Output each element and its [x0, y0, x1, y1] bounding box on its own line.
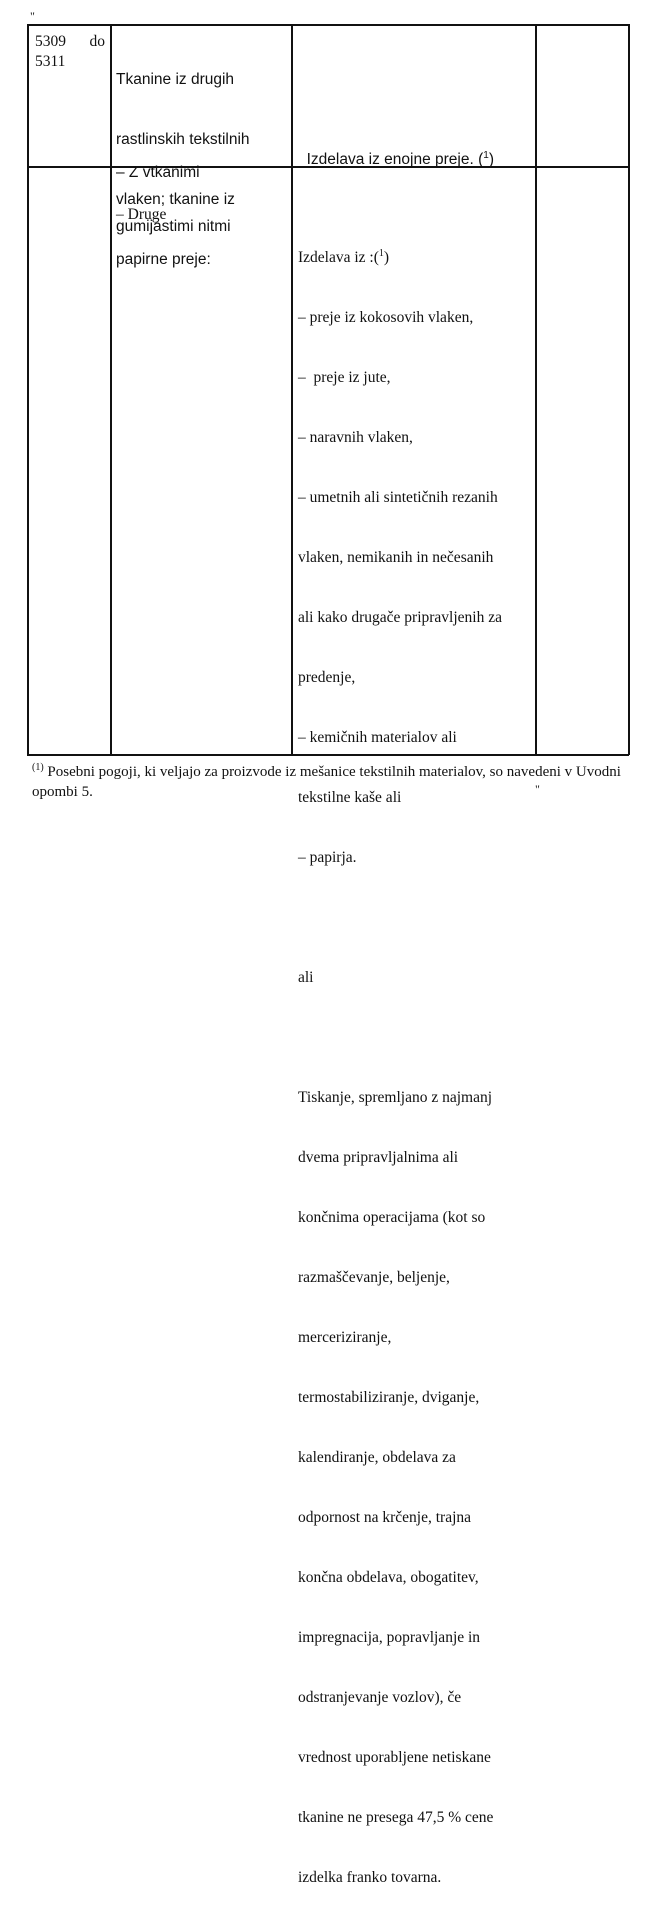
footnote-ref: 1: [378, 248, 384, 259]
column-line-3: [291, 24, 293, 755]
alt-line: končnima operacijama (kot so: [298, 1209, 486, 1227]
rule-blank: [298, 908, 502, 928]
column-line-2: [110, 24, 112, 755]
alt-line: kalendiranje, obdelava za: [298, 1449, 456, 1467]
rule-heading-text: Izdelava iz :(: [298, 249, 379, 267]
tariff-code: [35, 32, 105, 72]
open-quote-mark: ": [30, 9, 35, 23]
desc-line: rastlinskih tekstilnih: [116, 131, 250, 148]
footnote-ref: 1: [483, 150, 489, 161]
footnote: [32, 758, 632, 802]
row2-description: – Druge: [116, 206, 167, 223]
desc-line: gumijastimi nitmi: [116, 218, 231, 235]
alt-line: dvema pripravljalnima ali: [298, 1149, 459, 1167]
alt-line: merceriziranje,: [298, 1329, 392, 1347]
column-line-5: [628, 24, 630, 755]
code-to: 5311: [35, 53, 66, 70]
rule-line: – kemičnih materialov ali: [298, 729, 457, 747]
alt-line: tkanine ne presega 47,5 % cene: [298, 1809, 494, 1827]
rule-line: – naravnih vlaken,: [298, 429, 413, 447]
rule-line: ali kako drugače pripravljenih za: [298, 609, 502, 627]
rule-line: tekstilne kaše ali: [298, 789, 402, 807]
alt-line: odpornost na krčenje, trajna: [298, 1509, 472, 1527]
rule-text: Izdelava iz enojne preje. (: [306, 151, 484, 169]
rule-line: vlaken, nemikanih in nečesanih: [298, 549, 494, 567]
rule-line: predenje,: [298, 669, 356, 687]
rule-line: – umetnih ali sintetičnih rezanih: [298, 489, 498, 507]
desc-line: – Z vtkanimi: [116, 164, 200, 181]
close-quote-mark: ": [535, 782, 540, 796]
alt-line: izdelka franko tovarna.: [298, 1869, 442, 1887]
desc-line: vlaken; tkanine iz: [116, 191, 235, 208]
rule-text-end: ): [488, 151, 494, 169]
row1-sub-description: [116, 128, 231, 254]
alt-line: vrednost uporabljene netiskane: [298, 1749, 491, 1767]
table-top-border: [27, 24, 629, 26]
rule-line: – preje iz jute,: [298, 369, 391, 387]
code-separator: do: [89, 33, 105, 50]
alt-line: razmaščevanje, beljenje,: [298, 1269, 450, 1287]
rule-blank: [298, 1028, 502, 1048]
alt-line: Tiskanje, spremljano z najmanj: [298, 1089, 493, 1107]
alt-line: impregnacija, popravljanje in: [298, 1629, 481, 1647]
alt-line: končna obdelava, obogatitev,: [298, 1569, 479, 1587]
rule-line: – preje iz kokosovih vlaken,: [298, 309, 474, 327]
code-from: 5309: [35, 33, 66, 50]
rule-heading-end: ): [383, 249, 390, 267]
alt-line: odstranjevanje vozlov), če: [298, 1689, 462, 1707]
column-line-4: [535, 24, 537, 755]
footnote-text: Posebni pogoji, ki veljajo za proizvode iz mešanice tekstilnih materialov, so navedeni v Uvodni opombi 5.: [32, 764, 621, 800]
footnote-marker: (1): [32, 762, 44, 773]
alt-line: termostabiliziranje, dviganje,: [298, 1389, 480, 1407]
desc-line: papirne preje:: [116, 251, 211, 268]
column-line-1: [27, 24, 29, 755]
row1-rule: [298, 126, 494, 170]
rule-line: – papirja.: [298, 849, 357, 867]
row2-rule: [298, 204, 502, 1908]
rule-heading: [298, 244, 502, 268]
rule-or: ali: [298, 969, 314, 987]
desc-line: Tkanine iz drugih: [116, 71, 235, 88]
